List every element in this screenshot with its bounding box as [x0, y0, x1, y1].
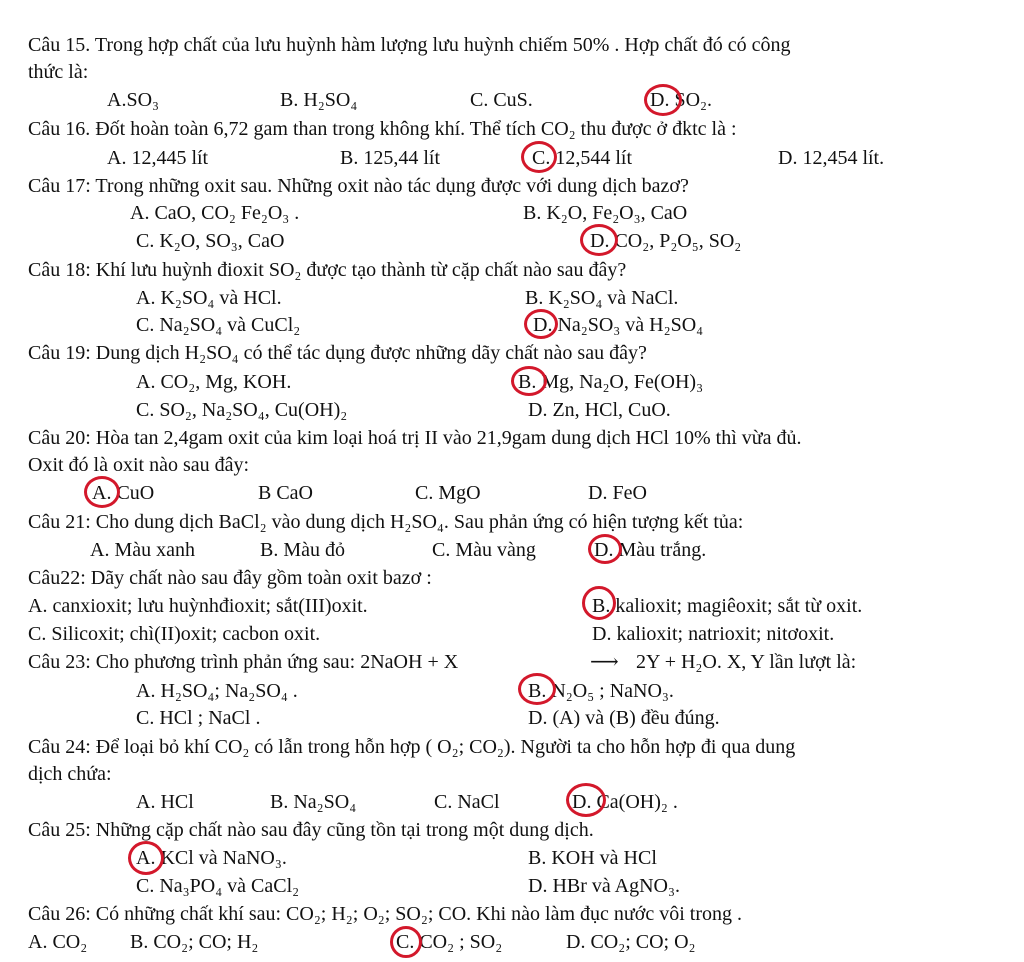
question-19-option-c: C. SO₂, Na₂SO₄, Cu(OH)₂ — [136, 399, 348, 421]
question-15-option-b: B. H₂SO₄ — [280, 89, 358, 111]
question-24-stem-line-1: Câu 24: Để loại bỏ khí CO₂ có lẫn trong hỗn hợp ( O₂; CO₂). Người ta cho hỗn hợp đi qua dung — [28, 736, 796, 758]
question-23-stem-left: Câu 23: Cho phương trình phản ứng sau: 2NaOH + X — [28, 651, 459, 673]
question-25-option-b: B. KOH và HCl — [528, 847, 657, 869]
question-23-option-c: C. HCl ; NaCl . — [136, 707, 261, 729]
question-21-option-b: B. Màu đỏ — [260, 539, 345, 561]
question-22-option-c: C. Silicoxit; chì(II)oxit; cacbon oxit. — [28, 623, 321, 645]
question-23-option-b: B. N₂O₅ ; NaNO₃. — [528, 680, 674, 702]
question-22-stem: Câu22: Dãy chất nào sau đây gồm toàn oxit bazơ : — [28, 567, 432, 589]
question-17-option-d: D. CO₂, P₂O₅, SO₂ — [590, 230, 742, 252]
question-16-option-c: C. 12,544 lít — [532, 147, 633, 169]
question-23-stem-right: 2Y + H₂O. X, Y lần lượt là: — [636, 651, 857, 673]
question-18-option-a: A. K₂SO₄ và HCl. — [136, 287, 282, 309]
question-17-stem: Câu 17: Trong những oxit sau. Những oxit nào tác dụng được với dung dịch bazơ? — [28, 175, 689, 197]
question-22-option-d: D. kalioxit; natrioxit; nitơoxit. — [592, 623, 835, 645]
question-15-option-d: D. SO₂. — [650, 89, 712, 111]
question-26-option-c: C. CO₂ ; SO₂ — [396, 931, 503, 953]
question-19-option-a: A. CO₂, Mg, KOH. — [136, 371, 292, 393]
question-18-option-c: C. Na₂SO₄ và CuCl₂ — [136, 314, 301, 336]
question-18-option-b: B. K₂SO₄ và NaCl. — [525, 287, 679, 309]
question-16-option-a: A. 12,445 lít — [107, 147, 209, 169]
question-26-option-d: D. CO₂; CO; O₂ — [566, 931, 696, 953]
question-15-option-a: A.SO₃ — [107, 89, 159, 111]
question-20-option-c: C. MgO — [415, 482, 481, 504]
question-21-option-c: C. Màu vàng — [432, 539, 536, 561]
question-23-option-d: D. (A) và (B) đều đúng. — [528, 707, 720, 729]
question-15-option-c: C. CuS. — [470, 89, 533, 111]
question-19-option-d: D. Zn, HCl, CuO. — [528, 399, 671, 421]
question-24-option-a: A. HCl — [136, 791, 194, 813]
question-25-option-c: C. Na₃PO₄ và CaCl₂ — [136, 875, 300, 897]
question-16-option-d: D. 12,454 lít. — [778, 147, 885, 169]
question-22-option-a: A. canxioxit; lưu huỳnhđioxit; sắt(III)oxit. — [28, 595, 368, 617]
question-17-option-c: C. K₂O, SO₃, CaO — [136, 230, 285, 252]
question-21-option-d: D. Màu trắng. — [594, 539, 707, 561]
question-20-option-d: D. FeO — [588, 482, 647, 504]
question-26-option-a: A. CO₂ — [28, 931, 88, 953]
question-21-option-a: A. Màu xanh — [90, 539, 195, 561]
question-26-option-b: B. CO₂; CO; H₂ — [130, 931, 259, 953]
question-26-stem: Câu 26: Có những chất khí sau: CO₂; H₂; O₂; SO₂; CO. Khi nào làm đục nước vôi trong . — [28, 903, 742, 925]
question-15-stem-line-2: thức là: — [28, 61, 89, 83]
question-20-option-b: B CaO — [258, 482, 313, 504]
question-24-stem-line-2: dịch chứa: — [28, 763, 112, 785]
question-22-option-b: B. kalioxit; magiêoxit; sắt từ oxit. — [592, 595, 863, 617]
question-19-stem: Câu 19: Dung dịch H₂SO₄ có thể tác dụng được những dãy chất nào sau đây? — [28, 342, 647, 364]
question-17-option-a: A. CaO, CO₂ Fe₂O₃ . — [130, 202, 300, 224]
question-18-option-d: D. Na₂SO₃ và H₂SO₄ — [533, 314, 704, 336]
question-19-option-b: B. Mg, Na₂O, Fe(OH)₃ — [518, 371, 704, 393]
question-25-option-d: D. HBr và AgNO₃. — [528, 875, 680, 897]
question-24-option-d: D. Ca(OH)₂ . — [572, 791, 678, 813]
question-17-option-b: B. K₂O, Fe₂O₃, CaO — [523, 202, 688, 224]
question-20-option-a: A. CuO — [92, 482, 155, 504]
question-18-stem: Câu 18: Khí lưu huỳnh đioxit SO₂ được tạo thành từ cặp chất nào sau đây? — [28, 259, 627, 281]
question-21-stem: Câu 21: Cho dung dịch BaCl₂ vào dung dịch H₂SO₄. Sau phản ứng có hiện tượng kết tủa: — [28, 511, 744, 533]
question-20-stem-line-1: Câu 20: Hòa tan 2,4gam oxit của kim loại hoá trị II vào 21,9gam dung dịch HCl 10% thì vừa đủ. — [28, 427, 802, 449]
reaction-arrow-icon: ⟶ — [590, 651, 619, 673]
question-23-option-a: A. H₂SO₄; Na₂SO₄ . — [136, 680, 298, 702]
question-24-option-b: B. Na₂SO₄ — [270, 791, 357, 813]
question-25-stem: Câu 25: Những cặp chất nào sau đây cũng tồn tại trong một dung dịch. — [28, 819, 594, 841]
question-20-stem-line-2: Oxit đó là oxit nào sau đây: — [28, 454, 250, 476]
question-25-option-a: A. KCl và NaNO₃. — [136, 847, 287, 869]
question-16-stem: Câu 16. Đốt hoàn toàn 6,72 gam than trong không khí. Thể tích CO₂ thu được ở đktc là : — [28, 118, 737, 140]
question-16-option-b: B. 125,44 lít — [340, 147, 441, 169]
question-15-stem-line-1: Câu 15. Trong hợp chất của lưu huỳnh hàm lượng lưu huỳnh chiếm 50% . Hợp chất đó có công — [28, 34, 791, 56]
question-24-option-c: C. NaCl — [434, 791, 500, 813]
